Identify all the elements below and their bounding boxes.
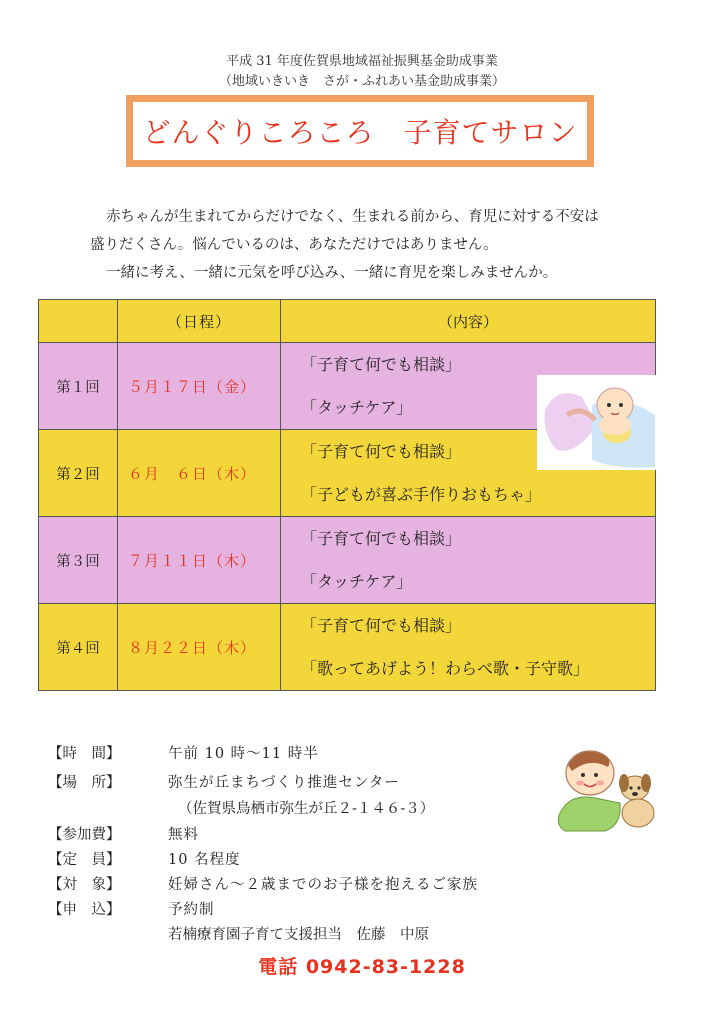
capacity-value: 10 名程度: [168, 852, 241, 868]
place-value: 弥生が丘まちづくり推進センター: [168, 775, 400, 791]
content-line: 「歌ってあげよう！わらべ歌・子守歌」: [301, 659, 590, 678]
session-date: ８月２２日（木）: [118, 604, 281, 691]
time-label: 【時 間】: [48, 746, 121, 762]
fee-value: 無料: [168, 827, 199, 843]
content-line: 「タッチケア」: [301, 398, 413, 417]
session-label: 第３回: [39, 517, 118, 604]
session-label: 第２回: [39, 430, 118, 517]
content-line: 「子育て何でも相談」: [301, 529, 462, 548]
session-date: ７月１１日（木）: [118, 517, 281, 604]
intro-line-3: 一緒に考え、一緒に元気を呼び込み、一緒に育児を楽しみませんか。: [106, 265, 558, 281]
phone-number: 電話 0942-83-1228: [258, 956, 466, 978]
session-date: ５月１７日（金）: [118, 343, 281, 430]
target-value: 妊婦さん～２歳までのお子様を抱えるご家族: [168, 877, 478, 893]
session-label: 第１回: [39, 343, 118, 430]
header-session: [39, 300, 118, 343]
info-target: [48, 873, 478, 894]
fee-label: 【参加費】: [48, 827, 121, 843]
intro-line-1: 赤ちゃんが生まれてからだけでなく、生まれる前から、育児に対する不安は: [106, 209, 599, 225]
info-apply: [48, 898, 215, 919]
table-header-row: [39, 300, 656, 343]
session-content: [281, 604, 656, 691]
content-line: 「子育て何でも相談」: [301, 355, 462, 374]
table-row: [39, 517, 656, 604]
table-row: [39, 604, 656, 691]
apply-value: 予約制: [168, 902, 215, 918]
session-content: [281, 517, 656, 604]
page-title: どんぐりころころ 子育てサロン: [142, 116, 578, 149]
content-line: 「子育て何でも相談」: [301, 616, 462, 635]
baby-towel-illustration: [537, 375, 657, 470]
capacity-label: 【定 員】: [48, 852, 121, 868]
info-fee: [48, 823, 199, 844]
info-capacity: [48, 848, 241, 869]
contact-person: 若楠療育園子育て支援担当 佐藤 中原: [168, 927, 429, 943]
title-box: [126, 95, 594, 167]
info-place: [48, 771, 400, 792]
intro-line-2: 盛りだくさん。悩んでいるのは、あなただけではありません。: [90, 237, 498, 253]
header-date: （日程）: [118, 300, 281, 343]
place-label: 【場 所】: [48, 775, 121, 791]
schedule-table: [38, 299, 656, 691]
session-label: 第４回: [39, 604, 118, 691]
content-line: 「子どもが喜ぶ手作りおもちゃ」: [301, 485, 542, 504]
content-line: 「タッチケア」: [301, 572, 413, 591]
baby-dog-illustration: [550, 743, 662, 838]
header-content: （内容）: [281, 300, 656, 343]
info-time: [48, 742, 319, 763]
content-line: 「子育て何でも相談」: [301, 442, 462, 461]
time-value: 午前 10 時～11 時半: [168, 746, 319, 762]
target-label: 【対 象】: [48, 877, 121, 893]
place-address: （佐賀県鳥栖市弥生が丘２-１４６-３）: [178, 801, 435, 817]
subsidy-line-1: 平成 31 年度佐賀県地域福祉振興基金助成事業: [226, 54, 498, 69]
apply-label: 【申 込】: [48, 902, 121, 918]
subsidy-line-2: （地域いきいき さが・ふれあい基金助成事業）: [218, 74, 505, 89]
session-date: ６月 ６日（木）: [118, 430, 281, 517]
